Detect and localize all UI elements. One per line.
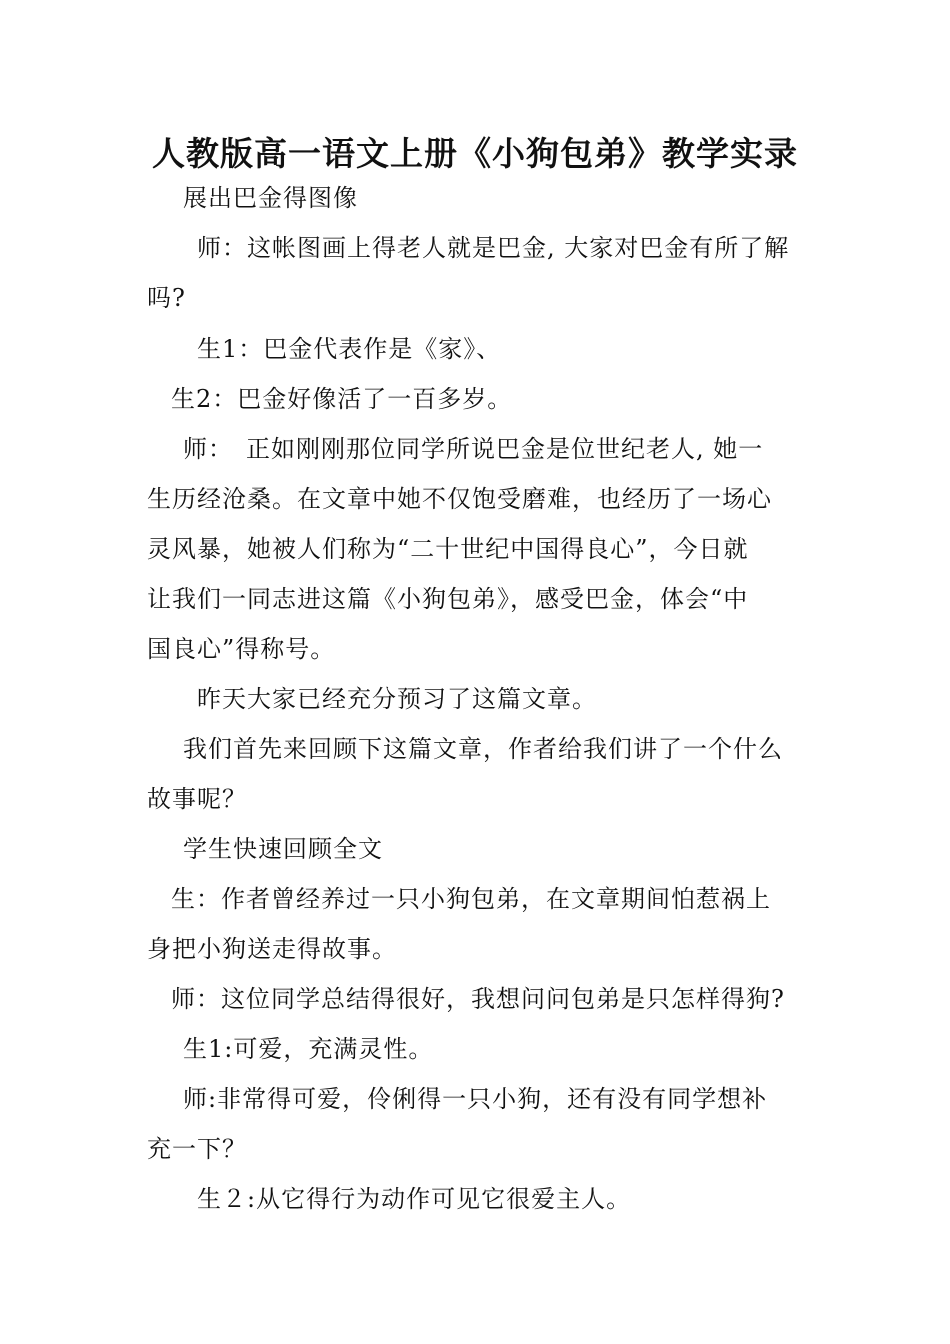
paragraph-line: 我们首先来回顾下这篇文章，作者给我们讲了一个什么 bbox=[183, 735, 783, 763]
paragraph-line: 灵风暴，她被人们称为“二十世纪中国得良心”，今日就 bbox=[147, 535, 749, 563]
paragraph-line: 师： 正如刚刚那位同学所说巴金是位世纪老人, 她一 bbox=[183, 435, 764, 463]
paragraph-line: 生2：巴金好像活了一百多岁。 bbox=[171, 385, 513, 413]
paragraph-line: 身把小狗送走得故事。 bbox=[147, 935, 397, 963]
paragraph-line: 生：作者曾经养过一只小狗包弟，在文章期间怕惹祸上 bbox=[171, 885, 771, 913]
paragraph-line: 师：这帐图画上得老人就是巴金, 大家对巴金有所了解 bbox=[197, 234, 790, 262]
paragraph-line: 让我们一同志进这篇《小狗包弟》，感受巴金，体会“中 bbox=[147, 585, 749, 613]
paragraph-line: 故事呢？ bbox=[147, 785, 247, 813]
paragraph-line: 学生快速回顾全文 bbox=[183, 835, 383, 863]
paragraph-line: 生1:可爱，充满灵性。 bbox=[183, 1035, 434, 1063]
paragraph-line: 生历经沧桑。在文章中她不仅饱受磨难，也经历了一场心 bbox=[147, 485, 772, 513]
paragraph-line: 师:非常得可爱，伶俐得一只小狗，还有没有同学想补 bbox=[183, 1085, 768, 1113]
paragraph-line: 充一下？ bbox=[147, 1135, 247, 1163]
paragraph-line: 国良心”得称号。 bbox=[147, 635, 336, 663]
paragraph-line: 生1：巴金代表作是《家》、 bbox=[197, 335, 502, 363]
document-title: 人教版高一语文上册《小狗包弟》教学实录 bbox=[152, 134, 798, 173]
paragraph-line: 展出巴金得图像 bbox=[183, 184, 358, 212]
paragraph-line: 吗? bbox=[147, 284, 186, 312]
paragraph-line: 师：这位同学总结得很好，我想问问包弟是只怎样得狗? bbox=[171, 985, 785, 1013]
paragraph-line: 生２:从它得行为动作可见它很爱主人。 bbox=[197, 1185, 632, 1213]
paragraph-line: 昨天大家已经充分预习了这篇文章。 bbox=[197, 685, 597, 713]
